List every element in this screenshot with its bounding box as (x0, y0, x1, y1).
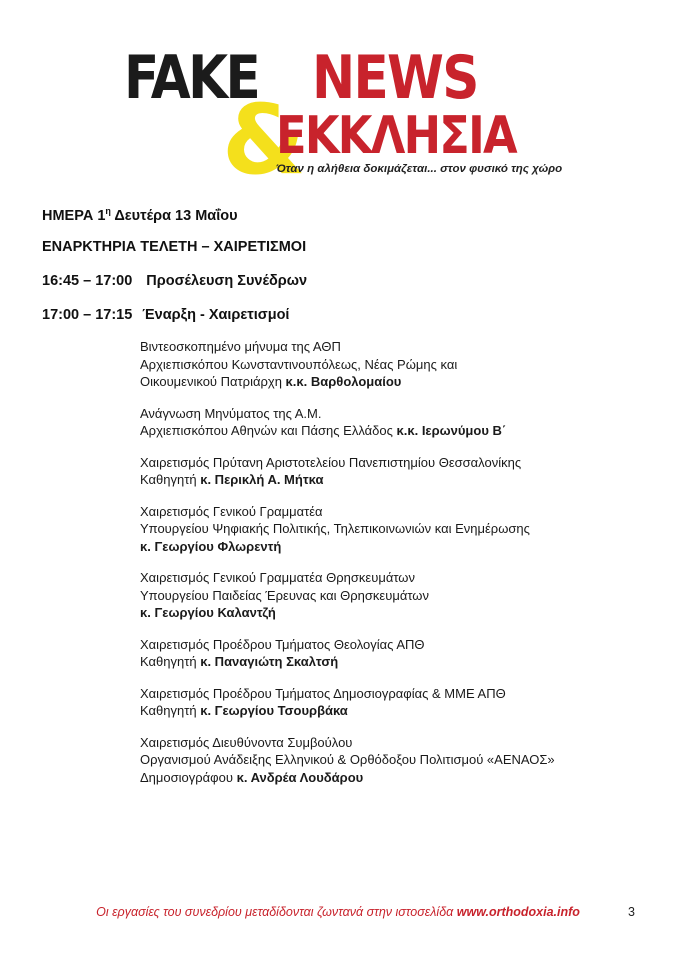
greeting-role: Καθηγητή (140, 703, 201, 718)
greeting-line: Βιντεοσκοπημένο μήνυμα της ΑΘΠ (140, 339, 341, 354)
logo-ampersand: & (222, 84, 306, 196)
greeting-item (140, 454, 660, 489)
logo-word-ekklisia: ΕΚΚΛΗΣΙΑ (276, 106, 516, 166)
slot-title: Έναρξη - Χαιρετισμοί (142, 307, 290, 323)
greeting-line: Οργανισμού Ανάδειξης Ελληνικού & Ορθόδοξου Πολιτισμού «ΑΕΝΑΟΣ» (140, 752, 555, 767)
page-number: 3 (628, 905, 635, 919)
greeting-line (140, 373, 660, 391)
footer-note (0, 905, 676, 919)
day-date: Δευτέρα 13 Μαΐου (110, 207, 238, 224)
greeting-item (140, 338, 660, 391)
greeting-person: κ. Γεωργίου Καλαντζή (140, 605, 276, 620)
greeting-person: κ.κ. Βαρθολομαίου (285, 374, 402, 389)
greeting-role: Δημοσιογράφου (140, 769, 237, 785)
greeting-line: Ανάγνωση Μηνύματος της Α.Μ. (140, 405, 322, 421)
greeting-role: Οικουμενικού Πατριάρχη (140, 374, 286, 389)
logo-word-news: NEWS (312, 43, 478, 113)
schedule-slot-arrival (42, 273, 307, 289)
greeting-person: κ.κ. Ιερωνύμου Β΄ (396, 423, 507, 438)
greeting-item (140, 734, 660, 787)
slot-time: 17:00 – 17:15 (42, 307, 133, 323)
greeting-role: Αρχιεπισκόπου Αθηνών και Πάσης Ελλάδος (140, 423, 397, 438)
day-prefix: ΗΜΕΡΑ 1 (42, 207, 106, 224)
greeting-line (140, 769, 660, 787)
footer-text: Οι εργασίες του συνεδρίου μεταδίδονται ζωντανά στην ιστοσελίδα (96, 905, 457, 919)
schedule-slot-opening (42, 307, 289, 323)
greeting-line (140, 604, 660, 622)
greeting-person: κ. Γεωργίου Φλωρεντή (140, 538, 282, 554)
footer-website-link[interactable]: www.orthodoxia.info (456, 905, 580, 919)
day-heading (42, 206, 238, 224)
fake-news-ekklisia-logo (0, 0, 676, 200)
slot-time: 16:45 – 17:00 (42, 273, 133, 289)
slot-title: Προσέλευση Συνέδρων (146, 273, 308, 289)
greeting-line: Χαιρετισμός Προέδρου Τμήματος Δημοσιογραφίας & ΜΜΕ ΑΠΘ (140, 685, 506, 701)
greeting-item (140, 636, 660, 671)
greeting-role: Καθηγητή (140, 472, 201, 487)
day-ordinal: η (105, 206, 111, 216)
greeting-line (140, 653, 660, 671)
greeting-item (140, 503, 660, 556)
greeting-item (140, 405, 660, 440)
greeting-line (140, 422, 660, 440)
logo-tagline: Όταν η αλήθεια δοκιμάζεται... στον φυσικό της χώρο (276, 163, 563, 175)
greeting-line: Χαιρετισμός Πρύτανη Αριστοτελείου Πανεπιστημίου Θεσσαλονίκης (140, 454, 522, 470)
greeting-line: Αρχιεπισκόπου Κωνσταντινουπόλεως, Νέας Ρώμης και (140, 356, 458, 372)
greeting-role: Καθηγητή (140, 654, 201, 669)
greeting-person: κ. Παναγιώτη Σκαλτσή (200, 654, 339, 669)
greeting-person: κ. Περικλή Α. Μήτκα (200, 472, 324, 487)
greeting-item (140, 685, 660, 720)
greeting-item (140, 569, 660, 622)
greeting-person: κ. Γεωργίου Τσουρβάκα (200, 703, 348, 718)
greeting-person: κ. Ανδρέα Λουδάρου (236, 769, 364, 785)
greeting-line: Χαιρετισμός Προέδρου Τμήματος Θεολογίας ΑΠΘ (140, 636, 425, 652)
greeting-line: Χαιρετισμός Γενικού Γραμματέα (140, 503, 323, 519)
greeting-line (140, 538, 660, 556)
greeting-line: Χαιρετισμός Γενικού Γραμματέα Θρησκευμάτων (140, 570, 415, 585)
logo-word-fake: FAKE (124, 43, 259, 113)
session-title: ΕΝΑΡΚΤΗΡΙΑ ΤΕΛΕΤΗ – ΧΑΙΡΕΤΙΣΜΟΙ (42, 239, 307, 255)
greeting-line: Χαιρετισμός Διευθύνοντα Συμβούλου (140, 734, 353, 750)
greeting-line (140, 702, 660, 720)
greeting-line (140, 471, 660, 489)
greetings-list (140, 338, 660, 800)
greeting-line: Υπουργείου Παιδείας Έρευνας και Θρησκευμάτων (140, 587, 429, 603)
greeting-line: Υπουργείου Ψηφιακής Πολιτικής, Τηλεπικοινωνιών και Ενημέρωσης (140, 521, 530, 536)
